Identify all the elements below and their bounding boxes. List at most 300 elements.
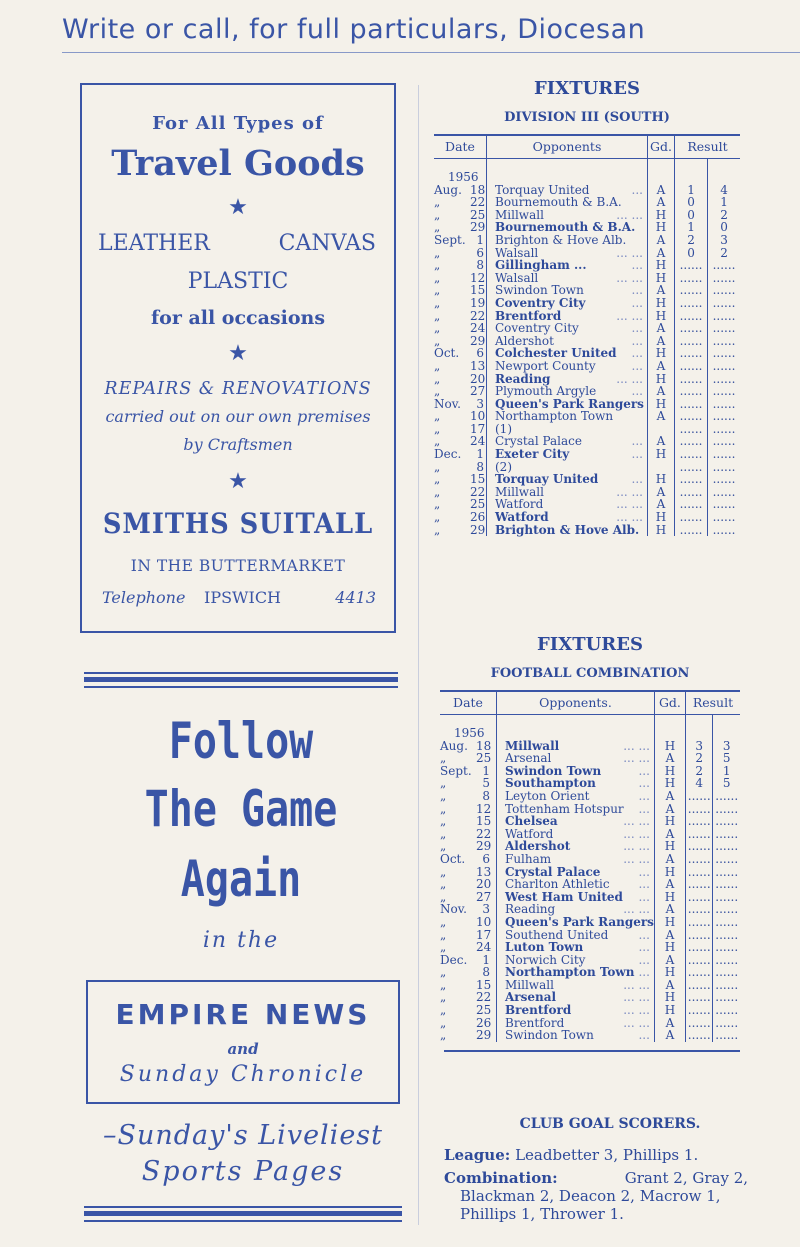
fixture-result-home: ...... (685, 803, 713, 816)
fixture-result-away: 3 (720, 232, 728, 247)
combination-scorers-2: Blackman 2, Deacon 2, Macrow 1, (460, 1187, 721, 1205)
opponent-name: West Ham United (505, 889, 623, 904)
fixture-day: 29 (476, 1028, 492, 1043)
fixture-month: „ (440, 1028, 447, 1043)
fixture-day: 13 (476, 864, 492, 879)
fixture-row (434, 234, 740, 247)
rule (84, 677, 398, 682)
opponent-name: Aldershot (505, 839, 571, 854)
leader-dots: ... (638, 763, 650, 778)
fixture-result-home: ...... (675, 498, 708, 511)
fixture-ground: H (648, 347, 675, 360)
fixture-month: „ (440, 877, 447, 892)
fixture-ground: H (654, 740, 685, 753)
fixture-row (440, 941, 740, 954)
fixture-row (440, 966, 740, 979)
fixture-result-home: ...... (685, 903, 713, 916)
fixture-day: 22 (476, 826, 492, 841)
fixture-month: „ (434, 321, 441, 336)
fixture-day: 3 (476, 396, 484, 411)
fixture-date (434, 360, 487, 373)
opponent-name: Crystal Palace (495, 434, 582, 449)
fixture-ground: A (648, 385, 675, 398)
opponent-name: Exeter City (495, 447, 570, 462)
fixture-row (434, 322, 740, 335)
opponent-name: Coventry City (495, 321, 579, 336)
fixture-day: 22 (470, 308, 486, 323)
fixture-result-home: ...... (675, 473, 708, 486)
fixture-ground: A (648, 410, 675, 423)
fixture-ground: H (648, 297, 675, 310)
opponent-name: Brentford (505, 1003, 572, 1018)
fixture-result-away: ...... (712, 484, 736, 499)
fixture-day: 5 (482, 776, 490, 791)
fixture-ground: H (654, 765, 685, 778)
league-scorers: Leadbetter 3, Phillips 1. (515, 1146, 699, 1164)
leader-dots: ... (638, 952, 650, 967)
fixture-result-away: ...... (712, 384, 736, 399)
opponent-name: (1) (495, 421, 512, 436)
fixture-row (434, 196, 740, 209)
tel-number: 4413 (335, 588, 376, 607)
leader-dots: ... (638, 776, 650, 791)
fixture-day: 22 (476, 990, 492, 1005)
tel-town: IPSWICH (204, 588, 282, 607)
leader-dots: ... (631, 472, 643, 487)
fixture-day: 27 (476, 889, 492, 904)
fixture-result-home: ...... (685, 790, 713, 803)
opponent-name: Colchester United (495, 346, 617, 361)
fixture-day: 8 (476, 459, 484, 474)
opponent-name: Millwall (495, 484, 544, 499)
fixture-result-home: 1 (675, 184, 708, 197)
fixture-result-home: ...... (675, 435, 708, 448)
fixture-row (434, 259, 740, 272)
fixture-result-away: 0 (720, 220, 728, 235)
leader-dots: ... (638, 965, 650, 980)
fixture-row (434, 360, 740, 373)
rule (84, 1211, 402, 1216)
fixture-month: Sept. (440, 763, 472, 778)
fixture-result-away: ...... (715, 952, 739, 967)
fixture-month: „ (434, 384, 441, 399)
ad-in-the: in the (202, 928, 280, 953)
leader-dots: ... ... (623, 1003, 650, 1018)
fixture-date (434, 234, 487, 247)
fixture-day: 18 (476, 738, 492, 753)
opponent-name: Swindon Town (495, 283, 584, 298)
opponent-name: Southampton (505, 776, 596, 791)
fixture-month: „ (434, 459, 441, 474)
fixture-ground: H (654, 777, 685, 790)
fixture-result-home: ...... (675, 385, 708, 398)
fixture-result-home: 2 (675, 234, 708, 247)
ad-canvas: CANVAS (278, 231, 376, 256)
fixture-day: 18 (470, 182, 486, 197)
opponent-name: Watford (505, 826, 554, 841)
fixture-month: „ (440, 864, 447, 879)
fixture-day: 24 (470, 434, 486, 449)
fixture-month: Sept. (434, 232, 466, 247)
fixture-date (434, 196, 487, 209)
fixture-month: „ (434, 333, 441, 348)
travel-goods-advert (80, 83, 396, 633)
fixture-month: „ (434, 258, 441, 273)
fixture-row (434, 524, 740, 537)
fixture-ground: H (648, 511, 675, 524)
leader-dots: ... ... (623, 990, 650, 1005)
fixture-row (440, 815, 740, 828)
fixture-result-home: ...... (675, 322, 708, 335)
fixture-ground: H (654, 866, 685, 879)
opponent-name: Walsall (495, 270, 539, 285)
fixture-day: 6 (482, 851, 490, 866)
leader-dots: ... ... (623, 814, 650, 829)
fixture-day: 3 (482, 902, 490, 917)
empire-news-title: EMPIRE NEWS (115, 998, 371, 1031)
opponent-name: Bournemouth & B.A. (495, 195, 622, 210)
fixture-ground: A (654, 979, 685, 992)
fixture-result-home: ...... (685, 815, 713, 828)
opponent-name: Millwall (495, 207, 544, 222)
fixture-ground: H (648, 272, 675, 285)
scorers-title: CLUB GOAL SCORERS. (519, 1116, 701, 1132)
fixture-result-away: ...... (715, 864, 739, 879)
fixture-day: 12 (476, 801, 492, 816)
fixture-result-home: ...... (675, 511, 708, 524)
fixture-day: 29 (470, 220, 486, 235)
fixture-month: „ (440, 940, 447, 955)
fixture-result-home: ...... (685, 929, 713, 942)
fixture-month: „ (440, 889, 447, 904)
star-icon: ★ (228, 195, 248, 220)
ad-tagline-2: Sports Pages (141, 1156, 345, 1187)
fixture-ground: A (648, 234, 675, 247)
fixture-date (440, 878, 497, 891)
fixture-day: 20 (470, 371, 486, 386)
fixture-month: „ (434, 283, 441, 298)
opponent-name: Queen's Park Rangers (495, 396, 644, 411)
star-icon: ★ (228, 341, 248, 366)
fixture-result-away: ...... (715, 990, 739, 1005)
fixture-ground: H (648, 221, 675, 234)
fixture-day: 24 (476, 940, 492, 955)
leader-dots: ... (638, 889, 650, 904)
rule (84, 1220, 402, 1222)
opponent-name: Millwall (505, 977, 554, 992)
fixture-result-home: ...... (685, 916, 713, 929)
fixture-day: 1 (482, 952, 490, 967)
fixture-ground: A (648, 360, 675, 373)
opponent-name: Luton Town (505, 940, 584, 955)
fixture-day: 29 (476, 839, 492, 854)
fixture-day: 15 (470, 283, 486, 298)
fixture-result-home: 2 (685, 765, 713, 778)
fixture-date (440, 1004, 497, 1017)
fixture-day: 13 (470, 358, 486, 373)
leader-dots: ... ... (616, 270, 643, 285)
fixture-result-away: ...... (712, 333, 736, 348)
fixture-result-home: ...... (685, 878, 713, 891)
leader-dots: ... ... (616, 484, 643, 499)
fixture-ground: A (654, 790, 685, 803)
fixture-day: 17 (476, 927, 492, 942)
empire-and: and (227, 1040, 259, 1058)
fixture-ground: A (654, 853, 685, 866)
fixture-day: 15 (470, 472, 486, 487)
fixture-result-home: ...... (675, 398, 708, 411)
fixture-result-away: ...... (712, 258, 736, 273)
tel-label: Telephone (102, 588, 186, 607)
fixture-day: 6 (476, 346, 484, 361)
fixture-month: „ (434, 245, 441, 260)
rule (84, 1206, 402, 1208)
leader-dots: ... ... (623, 1015, 650, 1030)
opponent-name: Brentford (495, 308, 562, 323)
fixture-result-home: ...... (685, 853, 713, 866)
leader-dots: ... (631, 258, 643, 273)
fixture-ground: H (654, 941, 685, 954)
opponent-name: Queen's Park Rangers (505, 914, 654, 929)
fixture-row (440, 1029, 740, 1042)
fixture-ground: H (648, 310, 675, 323)
opponent-name: Tottenham Hotspur (505, 801, 624, 816)
fixture-result-home: ...... (685, 1017, 713, 1030)
fixture-result-away: ...... (715, 914, 739, 929)
fixture-result-home: ...... (685, 840, 713, 853)
col-opponents: Opponents (487, 136, 648, 159)
fixture-result-away: ...... (712, 522, 736, 537)
fixture-ground: A (648, 435, 675, 448)
fixture-day: 25 (476, 1003, 492, 1018)
fixture-result-home: ...... (685, 966, 713, 979)
fixture-result-away: ...... (712, 434, 736, 449)
fixture-ground: H (648, 473, 675, 486)
fixture-month: Aug. (434, 182, 462, 197)
fixture-day: 26 (476, 1015, 492, 1030)
scorers-combination (444, 1169, 748, 1187)
fixture-day: 1 (476, 447, 484, 462)
opponent-name: Leyton Orient (505, 788, 590, 803)
opponent-name: Watford (495, 497, 544, 512)
fixture-result-away: ...... (715, 1015, 739, 1030)
fixture-ground: A (648, 184, 675, 197)
opponent-name: Bournemouth & B.A. (495, 220, 636, 235)
ad-follow: Follow (168, 712, 314, 770)
fixture-row (434, 297, 740, 310)
leader-dots: ... ... (623, 977, 650, 992)
fixture-result-home: ...... (675, 524, 708, 537)
fixture-result-home: 1 (675, 221, 708, 234)
fixture-date (440, 790, 497, 803)
fixture-month: „ (434, 295, 441, 310)
fixture-result-home: ...... (685, 954, 713, 967)
fixture-month: „ (434, 409, 441, 424)
leader-dots: ... ... (616, 497, 643, 512)
fixture-month: Oct. (440, 851, 466, 866)
opponent-name: Swindon Town (505, 1028, 594, 1043)
fixture-result-away: 2 (720, 245, 728, 260)
combination-table-bottomline (444, 1050, 740, 1052)
leader-dots: ... (638, 940, 650, 955)
fixture-day: 25 (470, 497, 486, 512)
fixture-result-home: 0 (675, 247, 708, 260)
leader-dots: ... ... (616, 371, 643, 386)
fixture-date (434, 448, 487, 461)
fixture-result-home: ...... (675, 335, 708, 348)
opponent-name: Arsenal (505, 990, 557, 1005)
fixture-result-away: ...... (715, 851, 739, 866)
fixture-day: 19 (470, 295, 486, 310)
year-cell: 1956 (440, 715, 497, 740)
page-header: Write or call, for full particulars, Diocesan (62, 14, 646, 45)
fixture-result-away: ...... (712, 358, 736, 373)
fixture-result-home: ...... (675, 448, 708, 461)
fixture-ground: H (654, 815, 685, 828)
opponent-name: Torquay United (495, 182, 590, 197)
leader-dots: ... (631, 434, 643, 449)
fixture-ground: A (648, 335, 675, 348)
fixture-result-home: ...... (675, 347, 708, 360)
fixture-month: „ (434, 434, 441, 449)
fixture-result-home: ...... (675, 461, 708, 474)
fixture-day: 22 (470, 195, 486, 210)
opponent-name: Northampton Town (495, 409, 614, 424)
fixture-date (434, 524, 487, 537)
fixture-ground: H (654, 891, 685, 904)
fixture-result-away: 1 (720, 195, 728, 210)
fixture-month: „ (440, 990, 447, 1005)
opponent-name: Millwall (505, 738, 560, 753)
fixture-result-away: ...... (715, 940, 739, 955)
fixture-result-home: 4 (685, 777, 713, 790)
fixture-ground: H (648, 373, 675, 386)
fixture-month: Nov. (440, 902, 467, 917)
fixture-result-away: 1 (722, 763, 731, 778)
combination-fixtures-subtitle: FOOTBALL COMBINATION (490, 666, 690, 681)
fixture-result-home: ...... (675, 284, 708, 297)
shop-address: IN THE BUTTERMARKET (130, 557, 346, 575)
fixture-ground: A (654, 878, 685, 891)
fixture-day: 12 (470, 270, 486, 285)
opponent-name: Coventry City (495, 295, 586, 310)
fixture-result-away: ...... (712, 346, 736, 361)
leader-dots: ... ... (616, 245, 643, 260)
fixture-month: „ (434, 497, 441, 512)
fixture-month: „ (440, 977, 447, 992)
opponent-name: Reading (505, 902, 556, 917)
leader-dots: ... (638, 927, 650, 942)
fixture-result-away: ...... (712, 371, 736, 386)
combination-label: Combination: (444, 1169, 558, 1187)
fixture-row (440, 1004, 740, 1017)
fixture-month: „ (440, 814, 447, 829)
leader-dots: ... ... (623, 826, 650, 841)
fixture-month: „ (434, 220, 441, 235)
league-fixtures-subtitle: DIVISION III (SOUTH) (504, 110, 670, 125)
fixture-day: 15 (476, 814, 492, 829)
combination-fixtures-title: FIXTURES (537, 634, 643, 655)
fixture-result-home: ...... (685, 1029, 713, 1042)
fixture-day: 10 (476, 914, 492, 929)
fixture-ground: A (648, 322, 675, 335)
leader-dots: ... (631, 182, 643, 197)
fixture-result-home: 0 (675, 196, 708, 209)
fixture-ground: A (648, 486, 675, 499)
fixture-result-away: ...... (715, 877, 739, 892)
fixture-result-home: ...... (685, 979, 713, 992)
fixture-result-away: ...... (712, 396, 736, 411)
fixture-day: 20 (476, 877, 492, 892)
fixture-result-away: ...... (715, 814, 739, 829)
fixture-result-home: ...... (675, 259, 708, 272)
opponent-name: Plymouth Argyle (495, 384, 597, 399)
fixture-ground: H (648, 209, 675, 222)
leader-dots: ... (638, 1028, 650, 1043)
fixture-result-away: ...... (712, 321, 736, 336)
ad-headline: Travel Goods (111, 143, 365, 184)
fixture-row (434, 448, 740, 461)
fixture-result-away: ...... (712, 459, 736, 474)
fixture-result-away: ...... (715, 801, 739, 816)
fixture-date (434, 297, 487, 310)
fixture-result-away: ...... (712, 308, 736, 323)
fixture-result-away: ...... (712, 409, 736, 424)
fixture-result-away: ...... (715, 826, 739, 841)
star-icon: ★ (228, 469, 248, 494)
opponent-name: Aldershot (495, 333, 554, 348)
fixture-ground: H (648, 398, 675, 411)
fixture-date (434, 473, 487, 486)
fixture-ground: H (648, 259, 675, 272)
fixture-ground: H (654, 916, 685, 929)
opponent-name: Brighton & Hove Alb. (495, 522, 640, 537)
fixture-ground: A (654, 752, 685, 765)
fixture-result-home: ...... (685, 891, 713, 904)
combination-table-body (440, 715, 740, 1042)
fixture-ground: A (654, 1017, 685, 1030)
fixture-day: 25 (470, 207, 486, 222)
fixture-month: Dec. (434, 447, 462, 462)
fixture-result-away: ...... (715, 927, 739, 942)
fixture-month: „ (440, 839, 447, 854)
fixture-result-home: ...... (675, 373, 708, 386)
opponent-name: Walsall (495, 245, 539, 260)
fixture-result-away: 5 (722, 776, 731, 791)
fixture-result-away: ...... (715, 1028, 739, 1043)
ad-tagline-1: –Sunday's Liveliest (102, 1120, 384, 1151)
fixture-result-away: 2 (720, 207, 728, 222)
fixture-day: 10 (470, 409, 486, 424)
fixture-month: Dec. (440, 952, 468, 967)
fixture-month: „ (434, 308, 441, 323)
leader-dots: ... ... (623, 839, 650, 854)
fixture-result-away: ...... (712, 270, 736, 285)
fixture-date (434, 259, 487, 272)
fixture-month: „ (434, 472, 441, 487)
fixture-result-away: ...... (712, 447, 736, 462)
fixture-day: 6 (476, 245, 484, 260)
fixture-ground: A (648, 284, 675, 297)
fixture-day: 29 (470, 522, 486, 537)
fixture-result-home: ...... (675, 360, 708, 373)
col-ground: Gd. (654, 692, 685, 715)
fixture-day: 26 (470, 510, 486, 525)
fixture-month: „ (440, 751, 447, 766)
league-table-body (434, 159, 740, 537)
ad-intro: For All Types of (152, 113, 324, 134)
fixture-month: „ (434, 207, 441, 222)
